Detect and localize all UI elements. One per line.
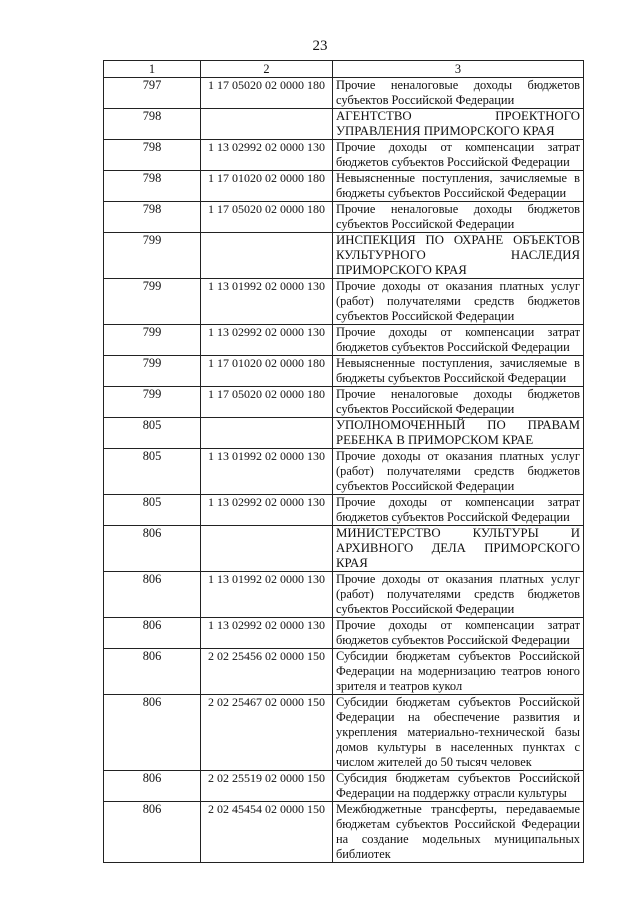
admin-code-cell: 806 <box>104 802 201 863</box>
table-row <box>104 171 584 202</box>
table-row <box>104 771 584 802</box>
revenue-description-cell: Прочие доходы от оказания платных услуг (работ) получателями средств бюджетов субъектов Российской Федерации <box>333 449 584 495</box>
admin-code-cell: 799 <box>104 233 201 279</box>
revenue-code-cell <box>201 233 333 279</box>
table-row <box>104 526 584 572</box>
revenue-code-cell: 1 13 02992 02 0000 130 <box>201 618 333 649</box>
revenue-code-cell: 1 17 01020 02 0000 180 <box>201 356 333 387</box>
column-header-3: 3 <box>333 61 584 78</box>
organization-name-cell: МИНИСТЕРСТВО КУЛЬТУРЫ И АРХИВНОГО ДЕЛА ПРИМОРСКОГО КРАЯ <box>333 526 584 572</box>
revenue-code-cell: 1 13 01992 02 0000 130 <box>201 449 333 495</box>
revenue-code-cell: 1 13 01992 02 0000 130 <box>201 572 333 618</box>
admin-code-cell: 806 <box>104 649 201 695</box>
admin-code-cell: 799 <box>104 279 201 325</box>
table-row <box>104 695 584 771</box>
table-row <box>104 356 584 387</box>
admin-code-cell: 798 <box>104 140 201 171</box>
table-row <box>104 618 584 649</box>
table-body <box>104 78 584 863</box>
admin-code-cell: 806 <box>104 526 201 572</box>
table-row <box>104 449 584 495</box>
revenue-code-cell: 2 02 25456 02 0000 150 <box>201 649 333 695</box>
revenue-codes-table <box>103 60 584 863</box>
revenue-description-cell: Субсидия бюджетам субъектов Российской Федерации на поддержку отрасли культуры <box>333 771 584 802</box>
revenue-code-cell <box>201 418 333 449</box>
revenue-code-cell <box>201 526 333 572</box>
revenue-code-cell <box>201 109 333 140</box>
admin-code-cell: 797 <box>104 78 201 109</box>
revenue-description-cell: Прочие доходы от компенсации затрат бюджетов субъектов Российской Федерации <box>333 618 584 649</box>
table-row <box>104 649 584 695</box>
revenue-description-cell: Прочие доходы от компенсации затрат бюджетов субъектов Российской Федерации <box>333 495 584 526</box>
table-row <box>104 140 584 171</box>
revenue-description-cell: Прочие неналоговые доходы бюджетов субъектов Российской Федерации <box>333 202 584 233</box>
revenue-description-cell: Субсидии бюджетам субъектов Российской Федерации на обеспечение развития и укрепления материально-технической базы домов культуры в населенных пунктах с числом жителей до 50 тысяч человек <box>333 695 584 771</box>
admin-code-cell: 806 <box>104 572 201 618</box>
revenue-description-cell: Прочие доходы от компенсации затрат бюджетов субъектов Российской Федерации <box>333 140 584 171</box>
revenue-code-cell: 1 13 02992 02 0000 130 <box>201 325 333 356</box>
organization-name-cell: АГЕНТСТВО ПРОЕКТНОГО УПРАВЛЕНИЯ ПРИМОРСКОГО КРАЯ <box>333 109 584 140</box>
revenue-description-cell: Субсидии бюджетам субъектов Российской Федерации на модернизацию театров юного зрителя и театров кукол <box>333 649 584 695</box>
revenue-code-cell: 2 02 25519 02 0000 150 <box>201 771 333 802</box>
table-row <box>104 325 584 356</box>
table-row <box>104 202 584 233</box>
table-row <box>104 109 584 140</box>
revenue-code-cell: 1 17 05020 02 0000 180 <box>201 387 333 418</box>
table-header-row <box>104 61 584 78</box>
admin-code-cell: 806 <box>104 695 201 771</box>
admin-code-cell: 806 <box>104 618 201 649</box>
revenue-code-cell: 2 02 25467 02 0000 150 <box>201 695 333 771</box>
table-row <box>104 418 584 449</box>
organization-name-cell: УПОЛНОМОЧЕННЫЙ ПО ПРАВАМ РЕБЕНКА В ПРИМОРСКОМ КРАЕ <box>333 418 584 449</box>
revenue-description-cell: Прочие доходы от оказания платных услуг (работ) получателями средств бюджетов субъектов Российской Федерации <box>333 279 584 325</box>
admin-code-cell: 805 <box>104 495 201 526</box>
revenue-description-cell: Прочие неналоговые доходы бюджетов субъектов Российской Федерации <box>333 387 584 418</box>
revenue-description-cell: Прочие неналоговые доходы бюджетов субъектов Российской Федерации <box>333 78 584 109</box>
revenue-description-cell: Межбюджетные трансферты, передаваемые бюджетам субъектов Российской Федерации на создание модельных муниципальных библиотек <box>333 802 584 863</box>
revenue-code-cell: 1 17 01020 02 0000 180 <box>201 171 333 202</box>
admin-code-cell: 805 <box>104 418 201 449</box>
revenue-code-cell: 1 13 02992 02 0000 130 <box>201 495 333 526</box>
admin-code-cell: 799 <box>104 387 201 418</box>
table-row <box>104 802 584 863</box>
revenue-description-cell: Невыясненные поступления, зачисляемые в бюджеты субъектов Российской Федерации <box>333 356 584 387</box>
revenue-code-cell: 1 17 05020 02 0000 180 <box>201 202 333 233</box>
revenue-description-cell: Прочие доходы от оказания платных услуг (работ) получателями средств бюджетов субъектов Российской Федерации <box>333 572 584 618</box>
revenue-code-cell: 2 02 45454 02 0000 150 <box>201 802 333 863</box>
admin-code-cell: 799 <box>104 325 201 356</box>
admin-code-cell: 805 <box>104 449 201 495</box>
organization-name-cell: ИНСПЕКЦИЯ ПО ОХРАНЕ ОБЪЕКТОВ КУЛЬТУРНОГО НАСЛЕДИЯ ПРИМОРСКОГО КРАЯ <box>333 233 584 279</box>
revenue-code-cell: 1 13 01992 02 0000 130 <box>201 279 333 325</box>
admin-code-cell: 806 <box>104 771 201 802</box>
table-row <box>104 233 584 279</box>
admin-code-cell: 799 <box>104 356 201 387</box>
table-row <box>104 387 584 418</box>
page-number: 23 <box>312 38 328 54</box>
table-row <box>104 279 584 325</box>
revenue-code-cell: 1 13 02992 02 0000 130 <box>201 140 333 171</box>
revenue-description-cell: Невыясненные поступления, зачисляемые в бюджеты субъектов Российской Федерации <box>333 171 584 202</box>
table-row <box>104 572 584 618</box>
table-row <box>104 495 584 526</box>
revenue-description-cell: Прочие доходы от компенсации затрат бюджетов субъектов Российской Федерации <box>333 325 584 356</box>
admin-code-cell: 798 <box>104 202 201 233</box>
revenue-code-cell: 1 17 05020 02 0000 180 <box>201 78 333 109</box>
admin-code-cell: 798 <box>104 109 201 140</box>
table-row <box>104 78 584 109</box>
column-header-1: 1 <box>104 61 201 78</box>
column-header-2: 2 <box>201 61 333 78</box>
admin-code-cell: 798 <box>104 171 201 202</box>
